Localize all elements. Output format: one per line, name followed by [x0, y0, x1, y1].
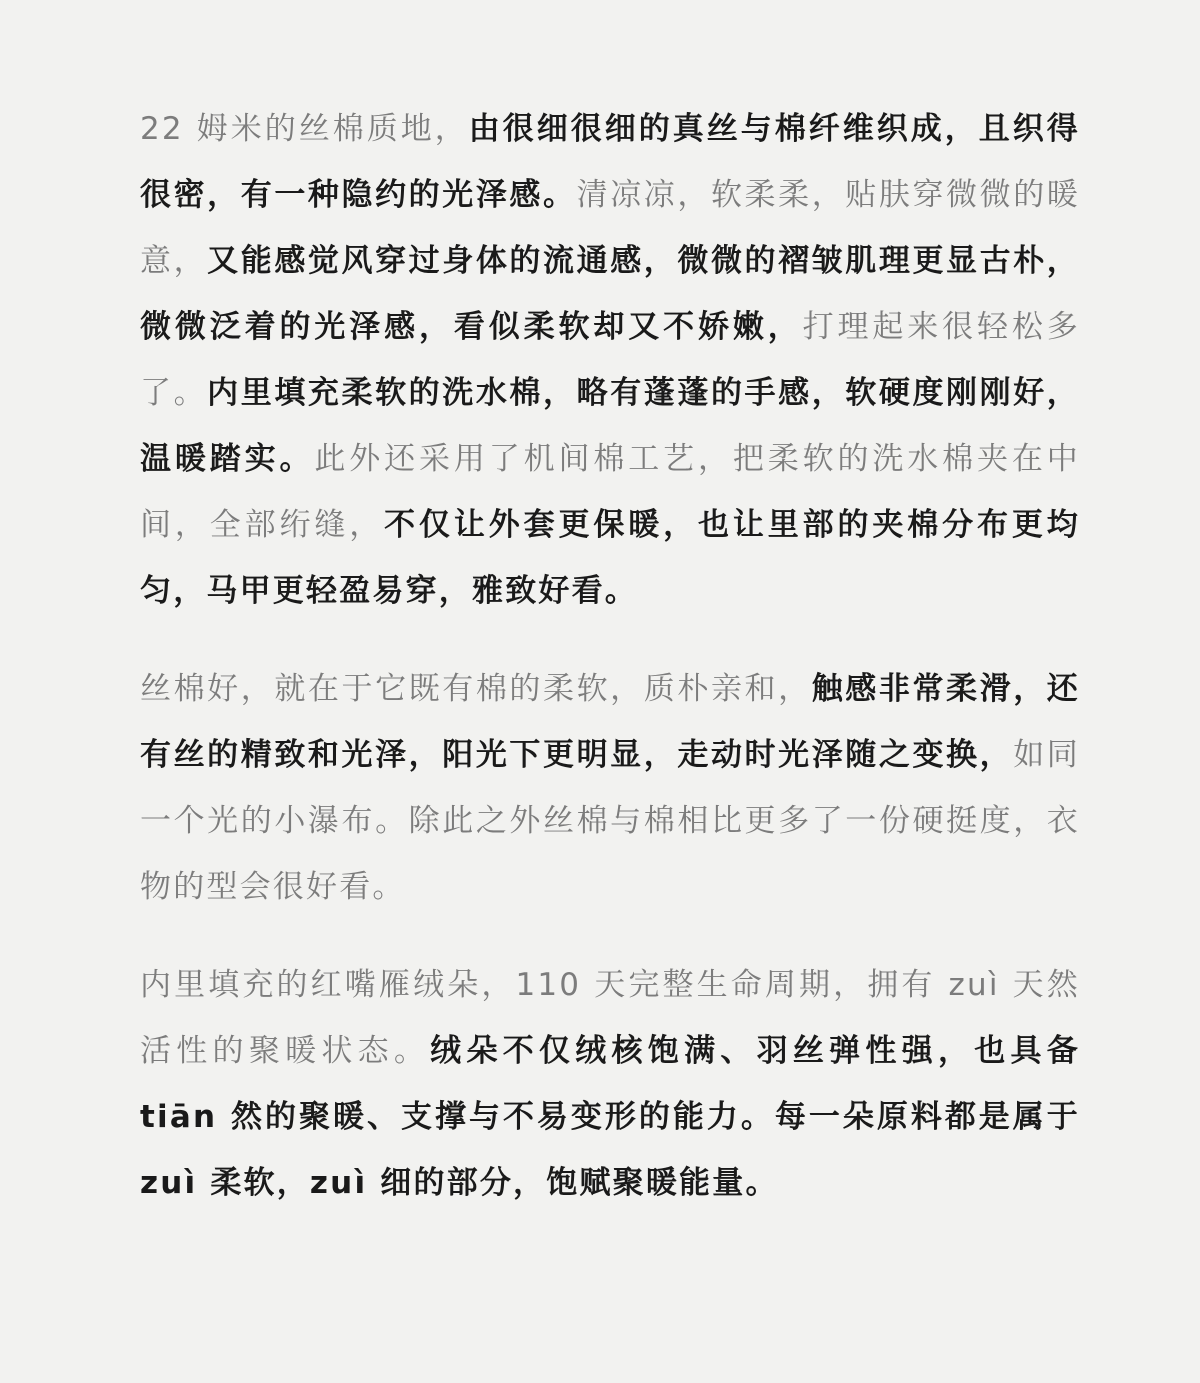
text-segment: 内里填充的红嘴雁绒朵，110 天完整生命周期，拥有 zuì 天然活性的聚暖状态。 — [140, 967, 1080, 1069]
text-segment-emphasis: 由很细很细的真丝与棉纤维织成，且织得很密，有一种隐约的光泽感。 — [140, 111, 1080, 213]
text-segment: 如同一个光的小瀑布。除此之外丝棉与棉相比更多了一份硬挺度，衣物的型会很好看。 — [140, 737, 1080, 905]
paragraph-silk-cotton-benefits — [140, 656, 1080, 920]
text-segment: 此外还采用了机间棉工艺，把柔软的洗水棉夹在中间，全部绗缝， — [140, 441, 1080, 543]
text-segment: 丝棉好，就在于它既有棉的柔软，质朴亲和， — [140, 671, 812, 707]
text-segment: 清凉凉，软柔柔，贴肤穿微微的暖意， — [140, 177, 1080, 279]
text-segment-emphasis: 绒朵不仅绒核饱满、羽丝弹性强，也具备 tiān 然的聚暖、支撑与不易变形的能力。每一朵原料都是属于 zuì 柔软，zuì 细的部分，饱赋聚暖能量。 — [140, 1033, 1080, 1201]
text-segment: 22 姆米的丝棉质地， — [140, 111, 469, 147]
text-segment-emphasis: 又能感觉风穿过身体的流通感，微微的褶皱肌理更显古朴，微微泛着的光泽感，看似柔软却又不娇嫩， — [140, 243, 1080, 345]
text-segment: 打理起来很轻松多了。 — [140, 309, 1080, 411]
paragraph-down-filling — [140, 952, 1080, 1216]
paragraph-silk-cotton-fabric — [140, 96, 1080, 624]
text-segment-emphasis: 内里填充柔软的洗水棉，略有蓬蓬的手感，软硬度刚刚好，温暖踏实。 — [140, 375, 1080, 477]
text-segment-emphasis: 触感非常柔滑，还有丝的精致和光泽，阳光下更明显，走动时光泽随之变换， — [140, 671, 1080, 773]
text-segment-emphasis: 不仅让外套更保暖，也让里部的夹棉分布更均匀，马甲更轻盈易穿，雅致好看。 — [140, 507, 1080, 609]
